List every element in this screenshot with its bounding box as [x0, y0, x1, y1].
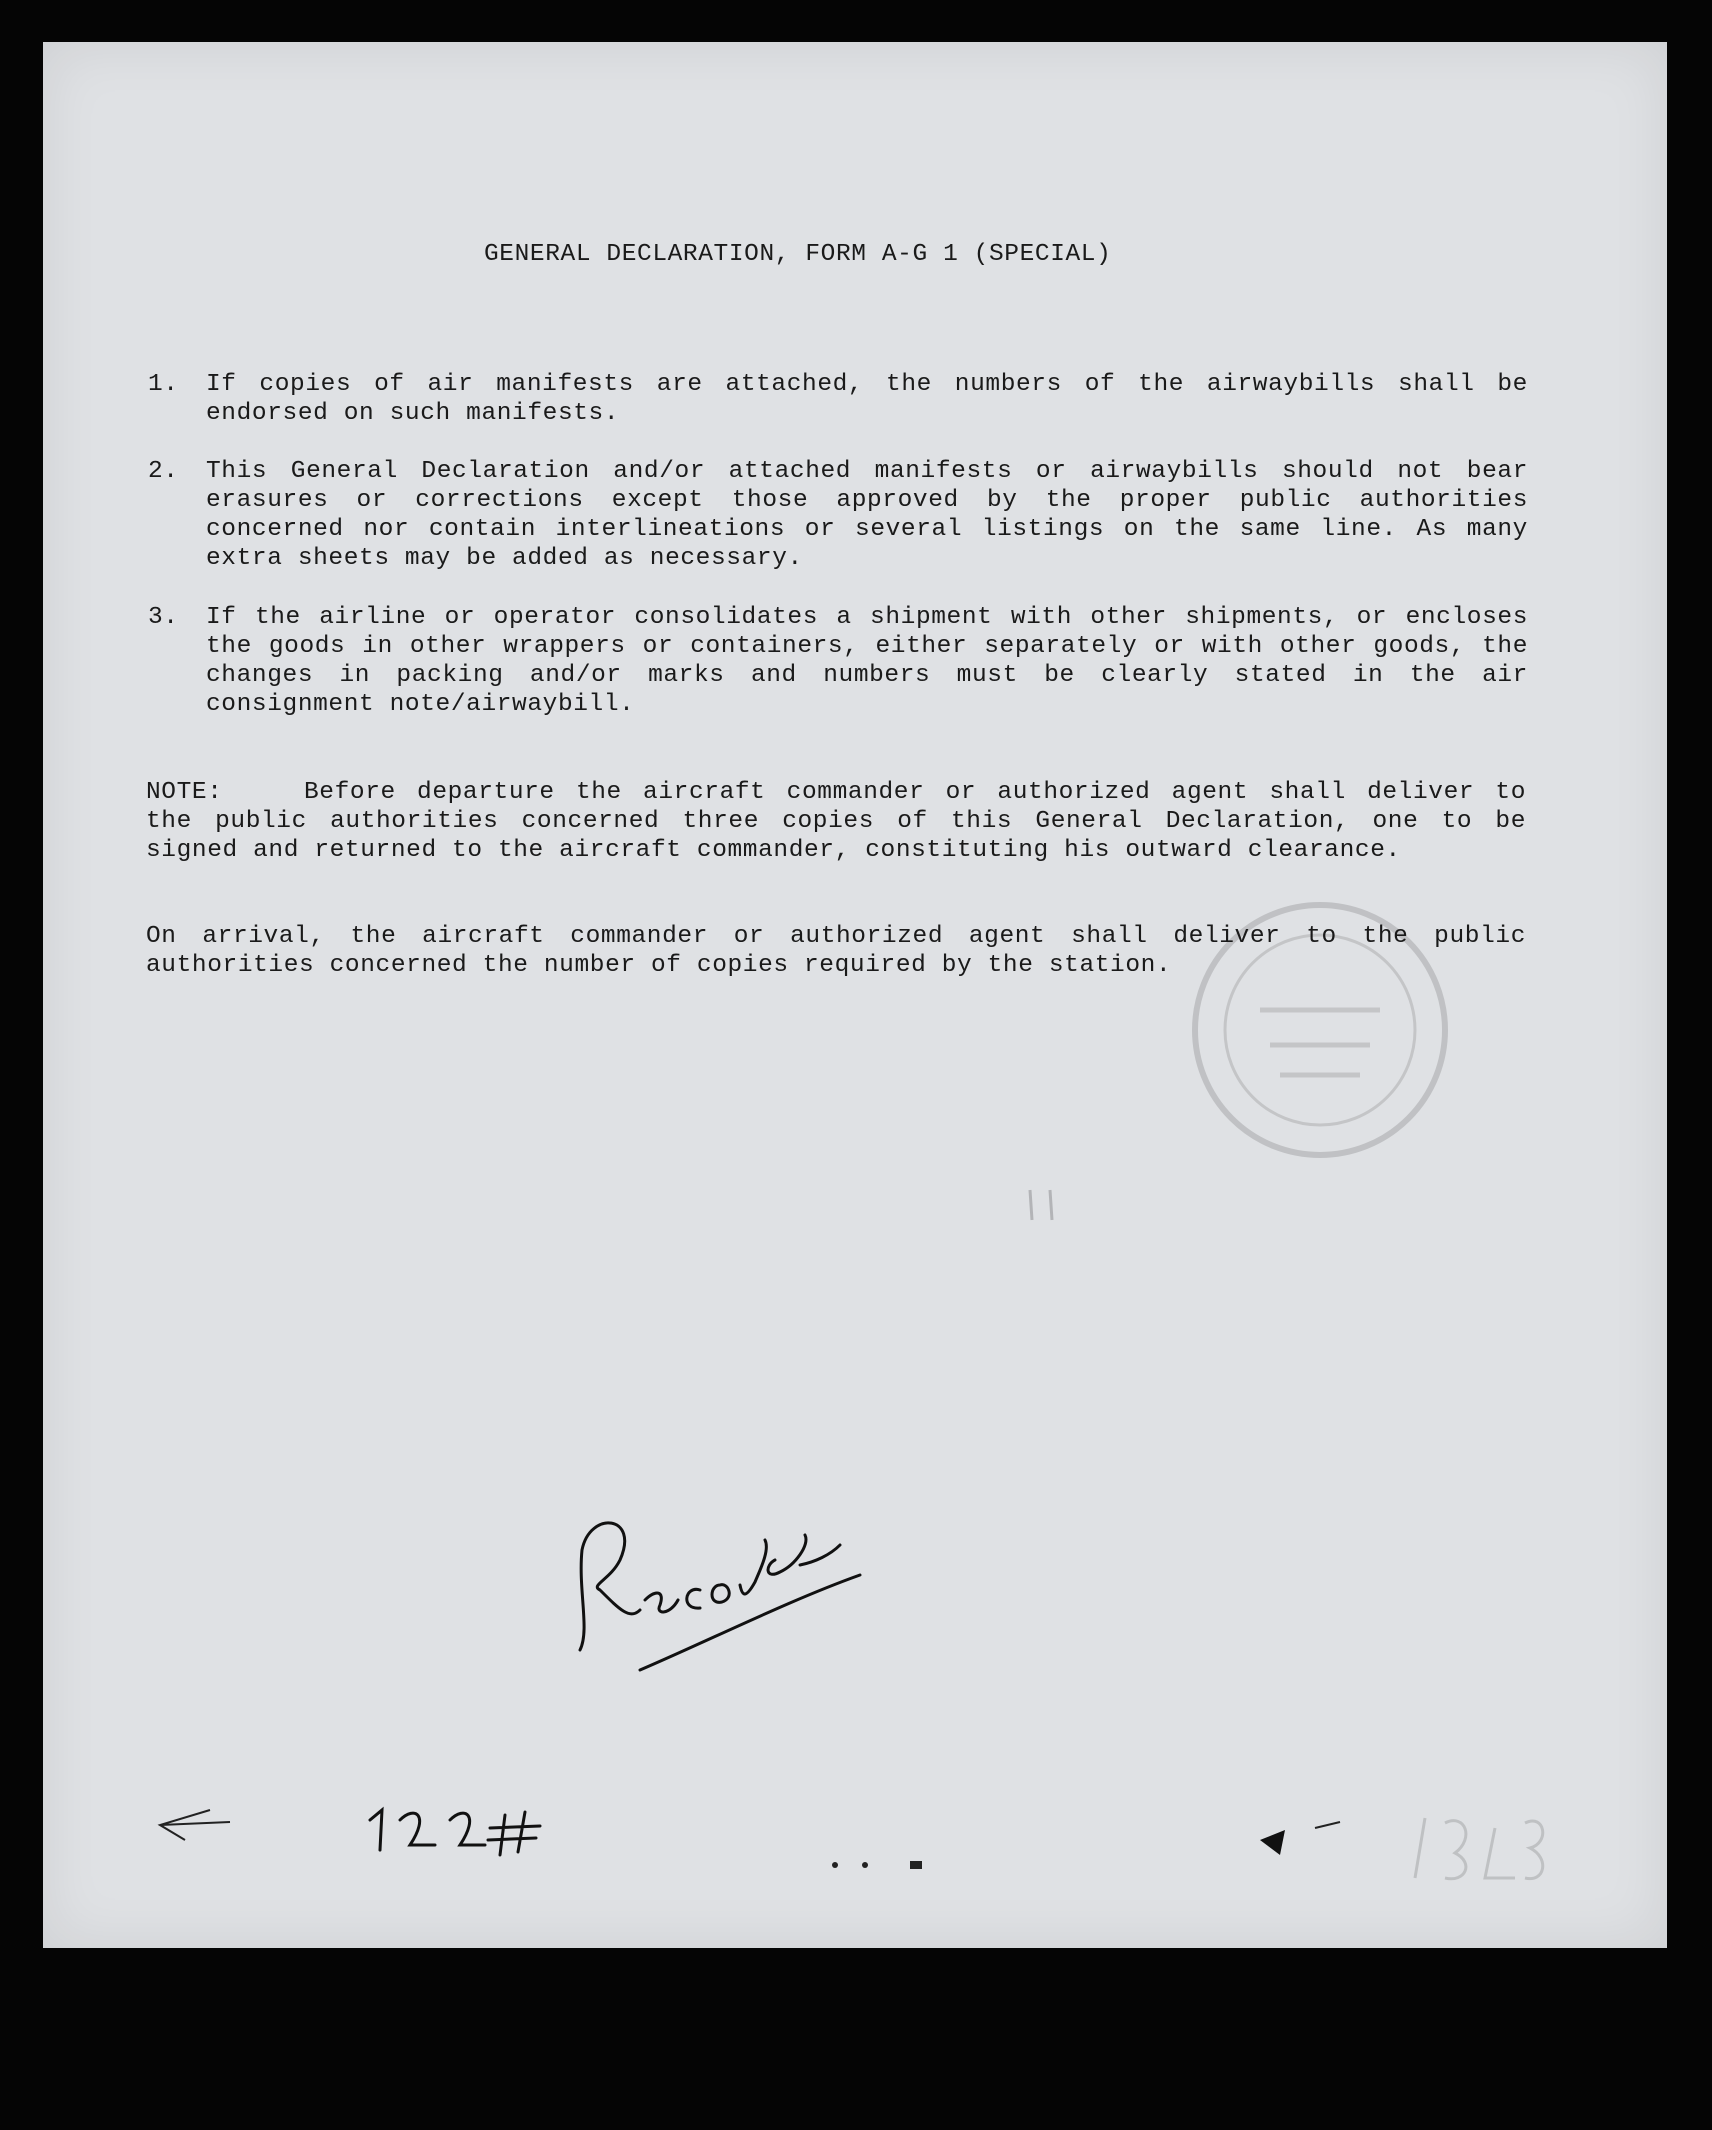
ink-dots [825, 1855, 935, 1875]
ink-blot [1255, 1810, 1355, 1870]
handwritten-page-mark [360, 1790, 580, 1870]
item-text: If copies of air manifests are attached, the numbers of the airwaybills shall be endorsed on such manifests. [206, 371, 1528, 427]
stamp-mark [1160, 860, 1480, 1180]
instruction-item-2 [148, 457, 1528, 573]
form-title: GENERAL DECLARATION, FORM A-G 1 (SPECIAL) [484, 241, 1112, 268]
instruction-item-1 [148, 370, 1528, 428]
item-number: 3. [148, 604, 179, 631]
note-label: NOTE: [146, 779, 223, 806]
item-text: This General Declaration and/or attached manifests or airwaybills should not bear erasures or corrections except those approved by the proper public authorities concerned nor contain interlineations or several listings on the same line. As many extra sheets may be added as necessary. [206, 458, 1528, 572]
arrow-mark [140, 1800, 240, 1850]
item-text: If the airline or operator consolidates a shipment with other shipments, or encloses the goods in other wrappers or containers, either separately or with other goods, the changes in packing and/or marks and numbers must be clearly stated in the air consignment note/airwaybill. [206, 604, 1528, 718]
item-number: 1. [148, 371, 179, 398]
arrival-paragraph: On arrival, the aircraft commander or authorized agent shall deliver to the public authorities concerned the number of copies required by the station. [146, 923, 1526, 979]
note-paragraph [146, 778, 1526, 865]
handwritten-signature [560, 1490, 900, 1690]
pencil-mark [1020, 1185, 1070, 1225]
instruction-item-3 [148, 603, 1528, 719]
item-number: 2. [148, 458, 179, 485]
note-text: Before departure the aircraft commander or authorized agent shall deliver to the public authorities concerned three copies of this General Declaration, one to be signed and returned to the aircraft commander, constituting his outward clearance. [146, 779, 1526, 864]
faint-bleedthrough-number [1405, 1808, 1555, 1888]
